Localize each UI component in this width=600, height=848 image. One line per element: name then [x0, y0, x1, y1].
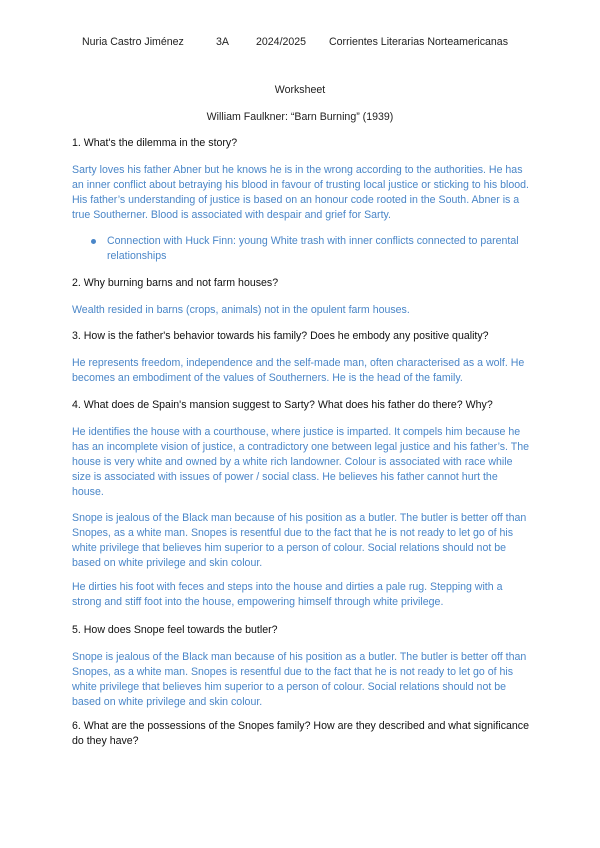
- question-text: 2. Why burning barns and not farm houses?: [72, 277, 279, 289]
- bullet-list: [72, 234, 530, 264]
- answer-text: Sarty loves his father Abner but he knows he is in the wrong according to the authorities. He has an inner conflict about betraying his blood in favour of trusting local justice or sticking to his blood. His father’s understanding of justice is based on an honour code rooted in the South. Abner is a true Southerner. Blood is associated with despair and grief for Sarty.: [72, 164, 529, 221]
- answer-1-bullets: [72, 234, 530, 264]
- question-3: [72, 329, 530, 344]
- answer-text: He identifies the house with a courthouse, where justice is imparted. It compels him because he has an incomplete vision of justice, a contradictory one between legal justice and his father’s. The house is very white and owned by a white rich landowner. Colour is associated with race while size is associated with issues of power / social class. He believes his father cannot hurt the house.: [72, 426, 529, 498]
- answer-4-part-3: [72, 580, 530, 610]
- question-text: 5. How does Snope feel towards the butler?: [72, 624, 278, 636]
- answer-text: Wealth resided in barns (crops, animals) not in the opulent farm houses.: [72, 304, 410, 316]
- question-4: [72, 398, 530, 413]
- document-title: Worksheet: [274, 84, 326, 96]
- answer-text: Snope is jealous of the Black man because of his position as a butler. The butler is better off than Snopes, as a white man. Snopes is resentful due to the fact that he is not ready to let go of his white privilege that believes him superior to a person of colour. Social relations should not be based on white privilege and skin colour.: [72, 651, 527, 708]
- question-text: 1. What's the dilemma in the story?: [72, 137, 238, 149]
- answer-2: [72, 303, 530, 318]
- answer-text: He represents freedom, independence and the self-made man, often characterised as a wolf. He becomes an embodiment of the values of Southerners. He is the head of the family.: [72, 357, 525, 384]
- question-2: [72, 276, 530, 291]
- question-1: [72, 136, 530, 151]
- question-text: 6. What are the possessions of the Snopes family? How are they described and what significance do they have?: [72, 720, 529, 747]
- student-name: Nuria Castro Jiménez: [82, 36, 184, 48]
- answer-3: [72, 356, 530, 386]
- question-text: 3. How is the father's behavior towards his family? Does he embody any positive quality?: [72, 330, 489, 342]
- answer-4-part-1: [72, 425, 530, 500]
- academic-year: 2024/2025: [256, 36, 307, 48]
- question-5: [72, 623, 530, 638]
- answer-text: He dirties his foot with feces and steps into the house and dirties a pale rug. Stepping with a strong and stiff foot into the house, empowering himself through white privilege.: [72, 581, 503, 608]
- list-item: Connection with Huck Finn: young White trash with inner conflicts connected to parental relationships: [107, 234, 530, 264]
- question-text: 4. What does de Spain's mansion suggest to Sarty? What does his father do there? Why?: [72, 399, 493, 411]
- document-subtitle: William Faulkner: “Barn Burning” (1939): [206, 111, 394, 123]
- group-label: 3A: [216, 36, 229, 48]
- answer-text: Snope is jealous of the Black man because of his position as a butler. The butler is better off than Snopes, as a white man. Snopes is resentful due to the fact that he is not ready to let go of his white privilege that believes him superior to a person of colour. Social relations should not be based on white privilege and skin colour.: [72, 512, 527, 569]
- answer-5: [72, 650, 530, 710]
- answer-4-part-2: [72, 511, 530, 571]
- course-name: Corrientes Literarias Norteamericanas: [329, 36, 508, 48]
- question-6: [72, 719, 530, 749]
- answer-1: [72, 163, 530, 223]
